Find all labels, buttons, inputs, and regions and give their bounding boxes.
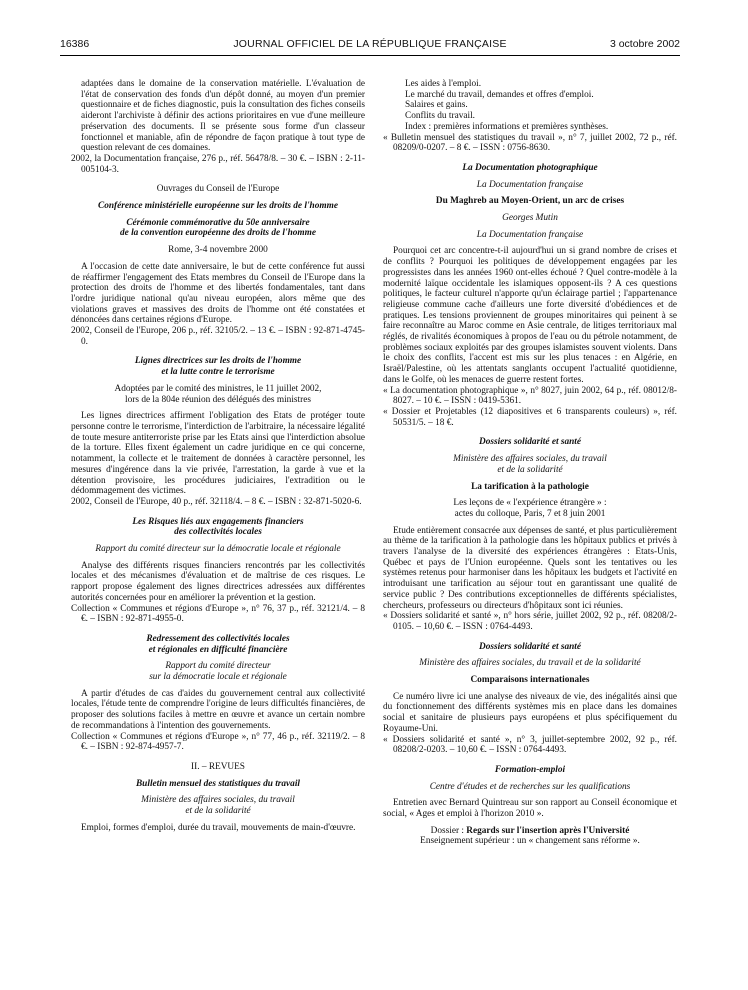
maghreb-reference-1: « La documentation photographique », n° 8027, juin 2002, 64 p., réf. 08012/8-8027. – 10 €. – ISSN : 0419-5361.	[383, 385, 677, 407]
formation-body: Entretien avec Bernard Quintreau sur son rapport au Conseil économique et social, « Ages et emploi à l'horizon 2010 ».	[383, 798, 677, 820]
redressement-subtitle-2: sur la démocratie locale et régionale	[149, 672, 287, 683]
dossiers-ministry-1a: Ministère des affaires sociales, du travail	[453, 454, 607, 465]
intro-paragraph: adaptées dans le domaine de la conservation matérielle. L'évaluation de l'état de conservation des fonds d'un dépôt donné, au moyen d'un premier questionnaire et de fiches diagnostic, puis la consultation des fiches conseils aideront l'archiviste à définir des actions prioritaires en vue d'une meilleure préservation des documents. Il se présente sous forme d'un classeur fonctionnel et maniable, afin de répondre de façon pratique à tout type de question relevant de ces domaines.	[81, 79, 365, 154]
maghreb-reference-2: « Dossier et Projetables (12 diapositives et 6 transparents couleurs) », réf. 50531/5. – 18 €.	[383, 406, 677, 428]
risques-title-2: des collectivités locales	[174, 527, 262, 538]
intro-reference: 2002, la Documentation française, 276 p., réf. 56478/8. – 30 €. – ISBN : 2-11-005104-3.	[71, 153, 365, 175]
tarification-title: La tarification à la pathologie	[471, 481, 589, 492]
dossiers-heading-2: Dossiers solidarité et santé	[478, 641, 581, 652]
bulletin-title: Bulletin mensuel des statistiques du travail	[135, 778, 300, 789]
redressement-title-1: Redressement des collectivités locales	[146, 633, 290, 644]
dossier-title: Regards sur l'insertion après l'Université	[466, 825, 630, 836]
ceremony-place: Rome, 3-4 novembre 2000	[168, 245, 268, 256]
bulletin-items-list	[383, 79, 677, 133]
section-title: Ouvrages du Conseil de l'Europe	[156, 184, 280, 195]
redressement-body: A partir d'études de cas d'aides du gouvernement central aux collectivité locales, l'étude tente de comprendre l'origine de leurs difficultés financières, de proposer des solutions faciles à mettre en œuvre et avance un certain nombre de recommandations à l'intention des gouvernements.	[71, 688, 365, 731]
lignes-adopted-1: Adoptées par le comité des ministres, le 11 juillet 2002,	[114, 383, 322, 394]
ceremony-body: A l'occasion de cette date anniversaire, le but de cette conférence fut aussi de réaffirmer l'engagement des Etats membres du Conseil de l'Europe dans la protection des droits de l'homme et des libertés fondamentales, tant dans l'ordre juridique national qu'au niveau européen, alors même que des violations graves et massives des droits de l'homme ont été constatées et dénoncées dans certaines régions d'Europe.	[71, 261, 365, 326]
maghreb-title: Du Maghreb au Moyen-Orient, un arc de crises	[435, 196, 625, 207]
bulletin-ministry-2: et de la solidarité	[185, 806, 251, 817]
tarification-subtitle-2: actes du colloque, Paris, 7 et 8 juin 2001	[454, 508, 606, 519]
tarification-body: Etude entièrement consacrée aux dépenses de santé, et plus particulièrement au thème de la tarification à la pathologie dans les hôpitaux publics et privés à travers l'analyse de la diversité des expériences étrangères : Etats-Unis, Québec et pays de l'Union européenne. Quels sont les tentatives ou les systèmes retenus pour harmoniser dans les hôpitaux les budgets et l'activité en introduisant une tarification au séjour tout en garantissant une qualité de service public ? Des contributions exceptionnelles de différents spécialistes, chercheurs, professeurs ou directeurs d'hôpitaux sont ici réunies.	[383, 525, 677, 611]
comparaisons-title: Comparaisons internationales	[470, 675, 590, 686]
tarification-reference: « Dossiers solidarité et santé », n° hors série, juillet 2002, 92 p., réf. 08208/2-0105. – 10,60 €. – ISSN : 0764-4493.	[383, 611, 677, 632]
lignes-reference: 2002, Conseil de l'Europe, 40 p., réf. 32118/4. – 8 €. – ISBN : 32-871-5020-6.	[71, 496, 362, 507]
list-item: Conflits du travail.	[405, 111, 475, 122]
revues-heading: II. – REVUES	[191, 761, 245, 772]
list-item: Le marché du travail, demandes et offres d'emploi.	[405, 89, 594, 100]
maghreb-publisher: La Documentation française	[476, 229, 584, 240]
bulletin-items-intro: Emploi, formes d'emploi, durée du travail, mouvements de main-d'œuvre.	[81, 822, 356, 833]
lignes-title-2: et la lutte contre le terrorisme	[161, 367, 275, 378]
risques-subtitle: Rapport du comité directeur sur la démocratie locale et régionale	[95, 544, 341, 555]
redressement-subtitle-1: Rapport du comité directeur	[165, 661, 271, 672]
list-item: Index : premières informations et premières synthèses.	[405, 121, 609, 132]
ceremony-title-1: Cérémonie commémorative du 50e anniversaire	[126, 217, 310, 228]
comparaisons-body: Ce numéro livre ici une analyse des niveaux de vie, des inégalités ainsi que du fonctionnement des différents systèmes mis en place dans les domaines social et sanitaire de plusieurs pays européens et plus spécifiquement du Royaume-Uni.	[383, 691, 677, 734]
risques-title-1: Les Risques liés aux engagements financiers	[132, 516, 304, 527]
dossiers-heading-1: Dossiers solidarité et santé	[478, 437, 581, 448]
right-column	[383, 79, 677, 847]
journal-title: JOURNAL OFFICIEL DE LA RÉPUBLIQUE FRANÇAISE	[233, 38, 507, 50]
page-number: 16386	[60, 38, 90, 50]
dossier-last-line: Enseignement supérieur : un « changement sans réforme ».	[420, 836, 640, 847]
formation-centre: Centre d'études et de recherches sur les qualifications	[429, 781, 631, 792]
photo-heading: La Documentation photographique	[462, 162, 598, 173]
redressement-title-2: et régionales en difficulté financière	[148, 644, 288, 655]
comparaisons-reference: « Dossiers solidarité et santé », n° 3, juillet-septembre 2002, 92 p., réf. 08208/2-0203. – 10,60 €. – ISSN : 0764-4493.	[383, 734, 677, 756]
formation-heading: Formation-emploi	[494, 764, 566, 775]
issue-date: 3 octobre 2002	[609, 38, 680, 50]
photo-publisher: La Documentation française	[476, 179, 584, 190]
maghreb-author: Georges Mutin	[502, 213, 558, 224]
dossiers-ministry-2: Ministère des affaires sociales, du travail et de la solidarité	[419, 658, 641, 669]
bulletin-ministry-1: Ministère des affaires sociales, du travail	[141, 795, 295, 806]
maghreb-body: Pourquoi cet arc concentre-t-il aujourd'hui un si grand nombre de crises et de conflits ? Pourquoi les politiques de développement engagées par les progressistes dans les années 1960 ont-elles échoué ? Quel contre-modèle à la modernité laïque occidentale les islamiques opposent-ils ? A ces questions politiques, le facteur culturel n'apporte qu'un éclairage partiel ; l'appartenance religieuse commune cache d'ailleurs une forte diversité d'obédiences et de pratiques. Les tensions proviennent de groupes minoritaires qui peinent à se faire reconnaître au Maroc comme en Asie centrale, de litiges territoriaux mal réglés, de rivalités économiques à propos de l'eau ou du pétrole notamment, de problèmes sociaux exploités par des groupes islamistes souvent violents. Dans le choix des conflits, l'accent est mis sur les plus tenaces : en Algérie, en Israël/Palestine, où les attentats sanglants occupent l'actualité quotidienne, dans le Golfe, où les menaces de guerre restent fortes.	[383, 246, 677, 385]
ceremony-reference: 2002, Conseil de l'Europe, 206 p., réf. 32105/2. – 13 €. – ISBN : 92-871-4745-0.	[71, 326, 365, 347]
dossier-label: Dossier :	[430, 825, 467, 836]
conference-title: Conférence ministérielle européenne sur les droits de l'homme	[98, 201, 338, 212]
left-column	[71, 79, 365, 833]
list-item: Les aides à l'emploi.	[405, 79, 482, 89]
lignes-body: Les lignes directrices affirment l'obligation des Etats de protéger toute personne contre le terrorisme, l'interdiction de l'arbitraire, la nécessaire légalité de toute mesure antiterroriste prise par les Etats ainsi que l'interdiction absolue de la torture. Elles fixent également un cadre juridique en ce qui concerne, notamment, la collecte et le traitement de données à caractère personnel, les mesures d'ingérence dans la vie privée, l'arrestation, la garde à vue et la détention provisoire, les procédures judiciaires, l'extradition ou le dédommagement des victimes.	[71, 411, 365, 497]
redressement-reference: Collection « Communes et régions d'Europe », n° 77, 46 p., réf. 32119/2. – 8 €. – ISBN : 92-874-4957-7.	[71, 731, 365, 753]
risques-body: Analyse des différents risques financiers rencontrés par les collectivités locales et des mécanismes d'évaluation et de maîtrise de ces risques. Le rapport propose également des lignes directrices adressées aux différentes autorités concernées pour en améliorer la prévention et la gestion.	[71, 560, 365, 603]
dossiers-ministry-1b: et de la solidarité	[497, 464, 563, 475]
risques-reference: Collection « Communes et régions d'Europe », n° 76, 37 p., réf. 32121/4. – 8 €. – ISBN : 92-871-4955-0.	[71, 603, 365, 625]
bulletin-reference: « Bulletin mensuel des statistiques du travail », n° 7, juillet 2002, 72 p., réf. 08209/0-0207. – 8 €. – ISSN : 0756-8630.	[383, 132, 677, 154]
header-rule	[60, 55, 680, 56]
page-header	[60, 38, 680, 52]
dossier-line	[383, 826, 677, 837]
tarification-subtitle-1: Les leçons de « l'expérience étrangère » :	[453, 498, 607, 509]
lignes-adopted-2: lors de la 804e réunion des délégués des ministres	[125, 394, 311, 405]
lignes-title-1: Lignes directrices sur les droits de l'homme	[134, 356, 302, 367]
list-item: Salaires et gains.	[405, 100, 468, 111]
ceremony-title-2: de la convention européenne des droits de l'homme	[119, 228, 316, 239]
